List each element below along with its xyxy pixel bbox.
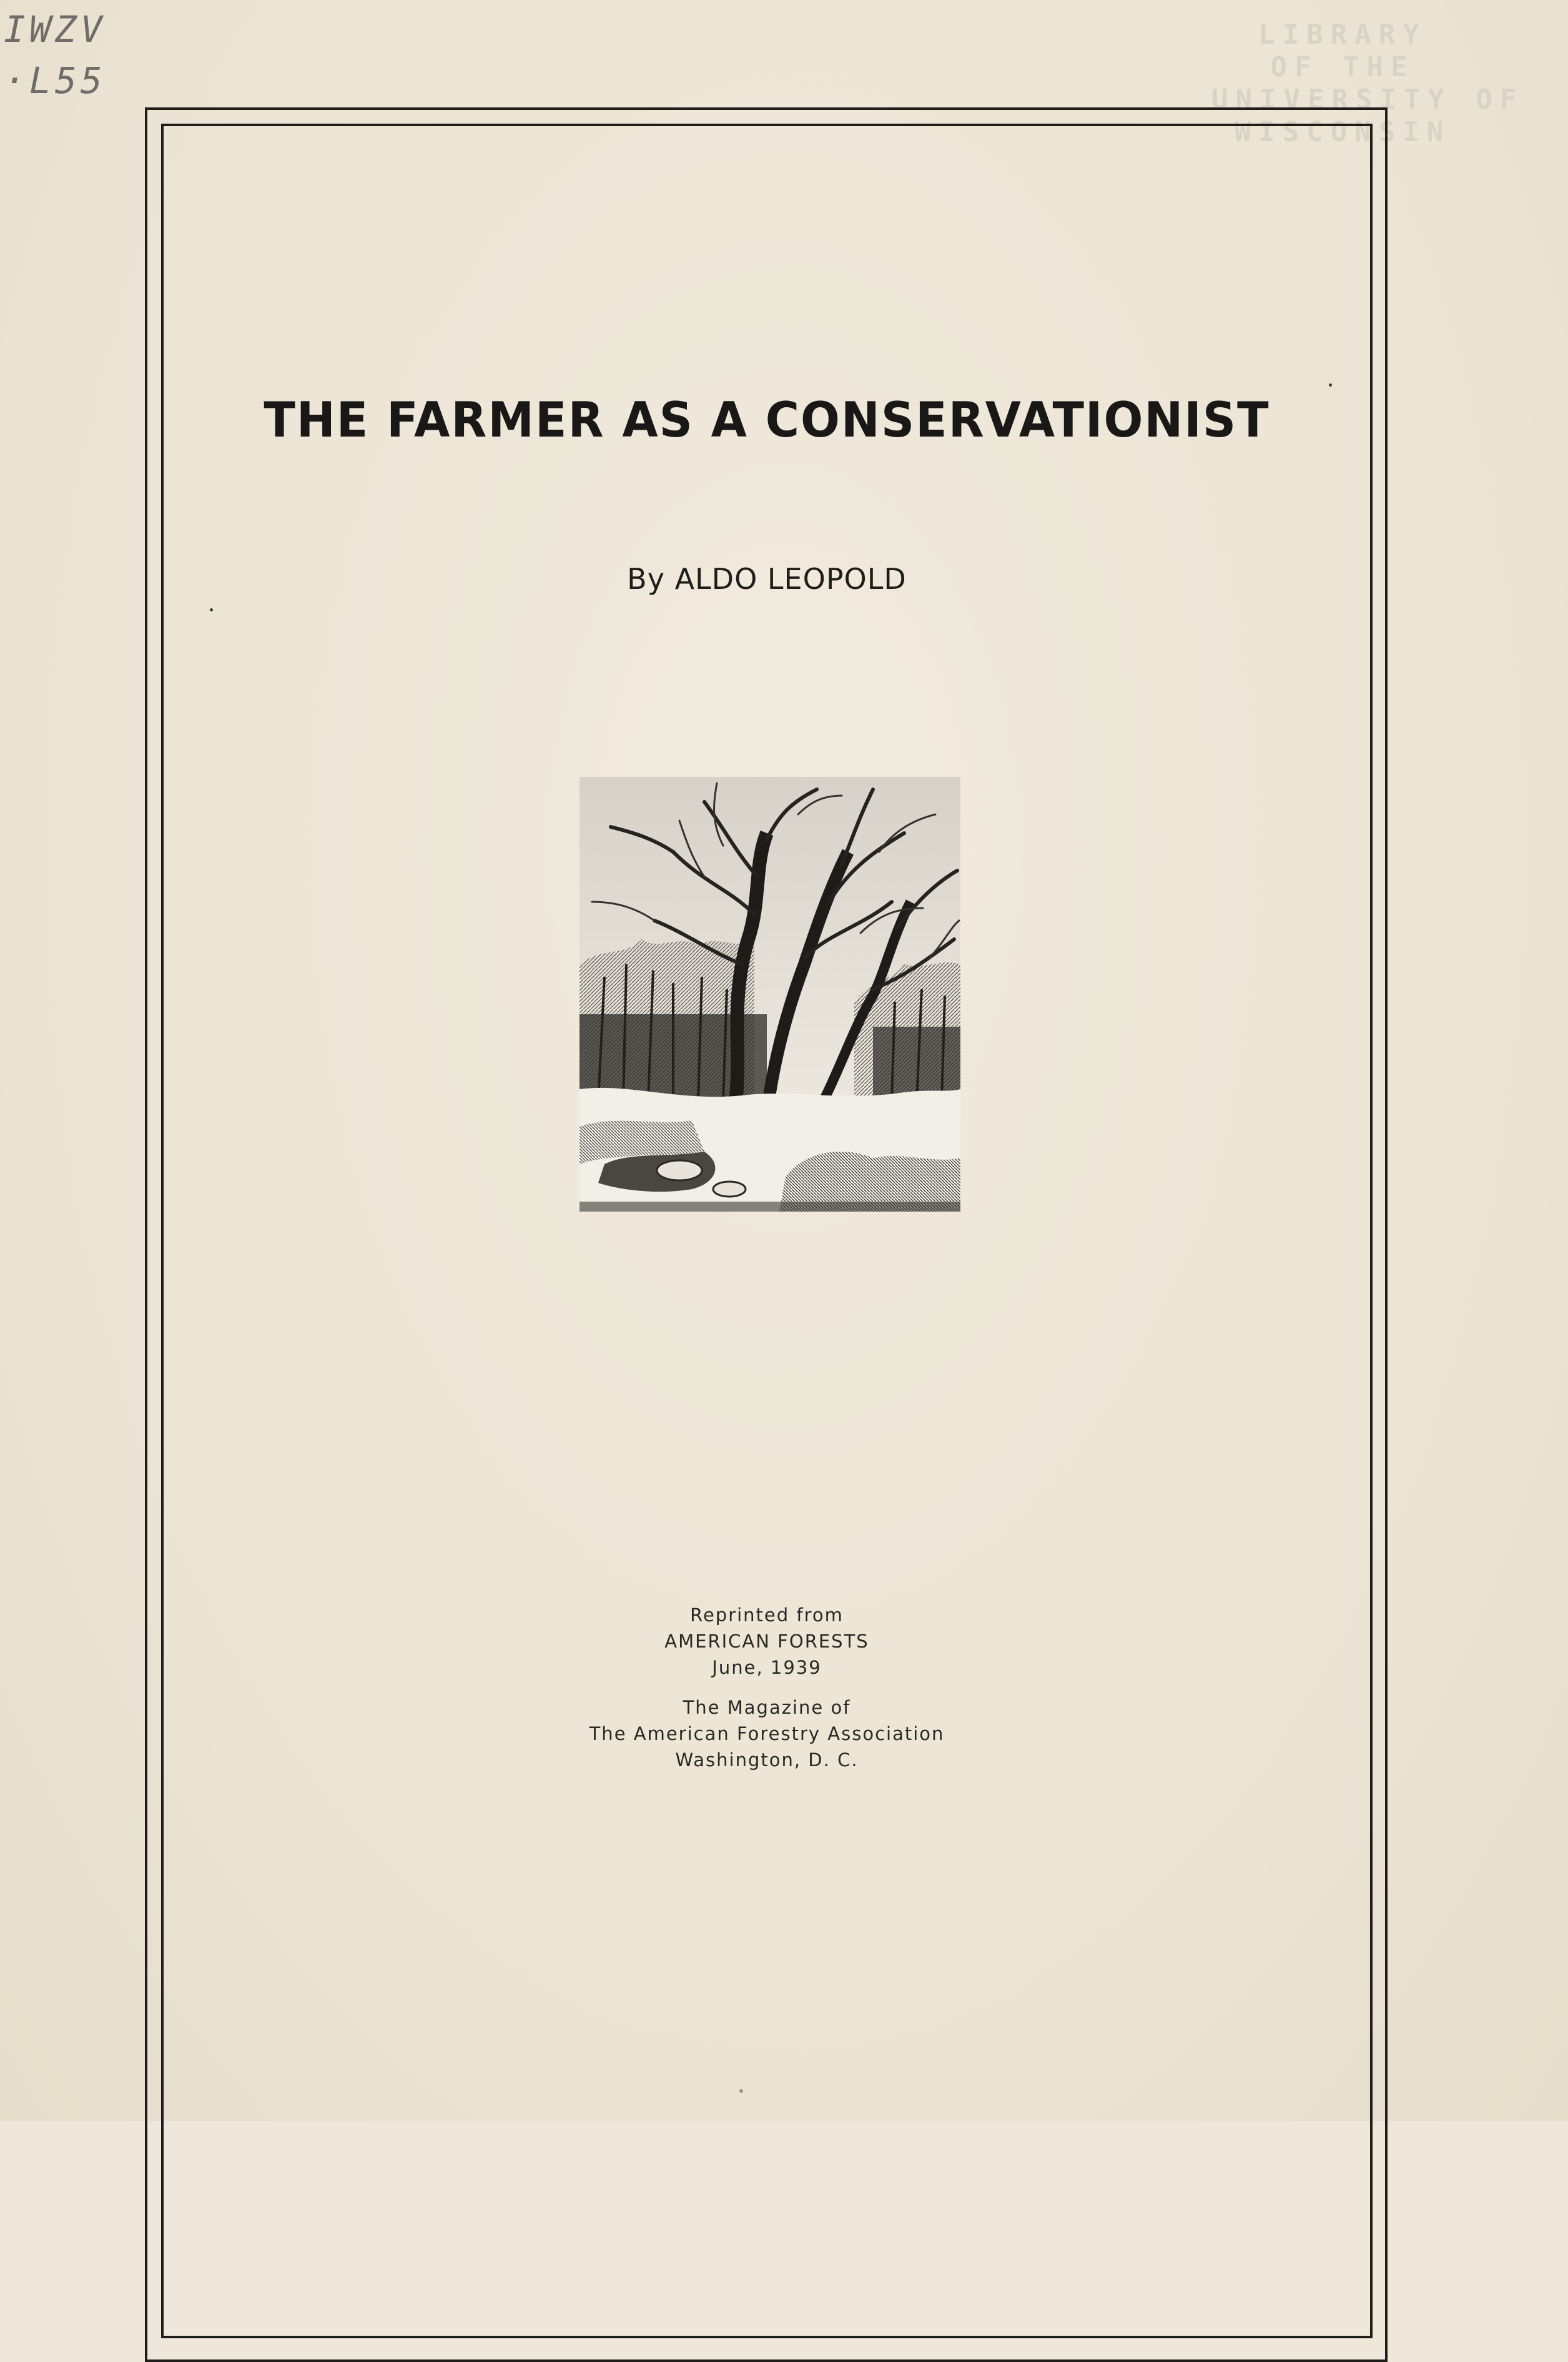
paper-speck (1329, 383, 1332, 387)
document-title: THE FARMER AS A CONSERVATIONIST (264, 392, 1270, 449)
reprint-line-4: The Magazine of (683, 1697, 851, 1718)
stamp-line-3: UNIVERSITY OF (1211, 84, 1524, 116)
reprint-line-1: Reprinted from (690, 1604, 844, 1626)
handwritten-call-number (4, 4, 106, 106)
call-number-line-1: IWZV (4, 8, 106, 51)
reprint-line-6: Washington, D. C. (675, 1749, 859, 1771)
paper-speck (210, 608, 213, 611)
woodland-engraving-icon (579, 777, 960, 1212)
reprint-line-5: The American Forestry Association (589, 1723, 945, 1744)
call-number-line-2: ·L55 (4, 59, 106, 102)
stamp-line-2: OF THE (1270, 51, 1415, 83)
reprint-credits (161, 1602, 1373, 1773)
reprint-line-3: June, 1939 (712, 1657, 822, 1678)
author-byline: By ALDO LEOPOLD (627, 562, 907, 596)
inner-frame-border (161, 124, 1373, 2338)
stamp-line-1: LIBRARY (1258, 19, 1427, 51)
stamp-line-4: WISCONSIN (1234, 116, 1451, 148)
reprint-line-2: AMERICAN FORESTS (664, 1631, 869, 1652)
paper-mark (739, 2089, 743, 2093)
winter-woodland-illustration (579, 777, 960, 1212)
